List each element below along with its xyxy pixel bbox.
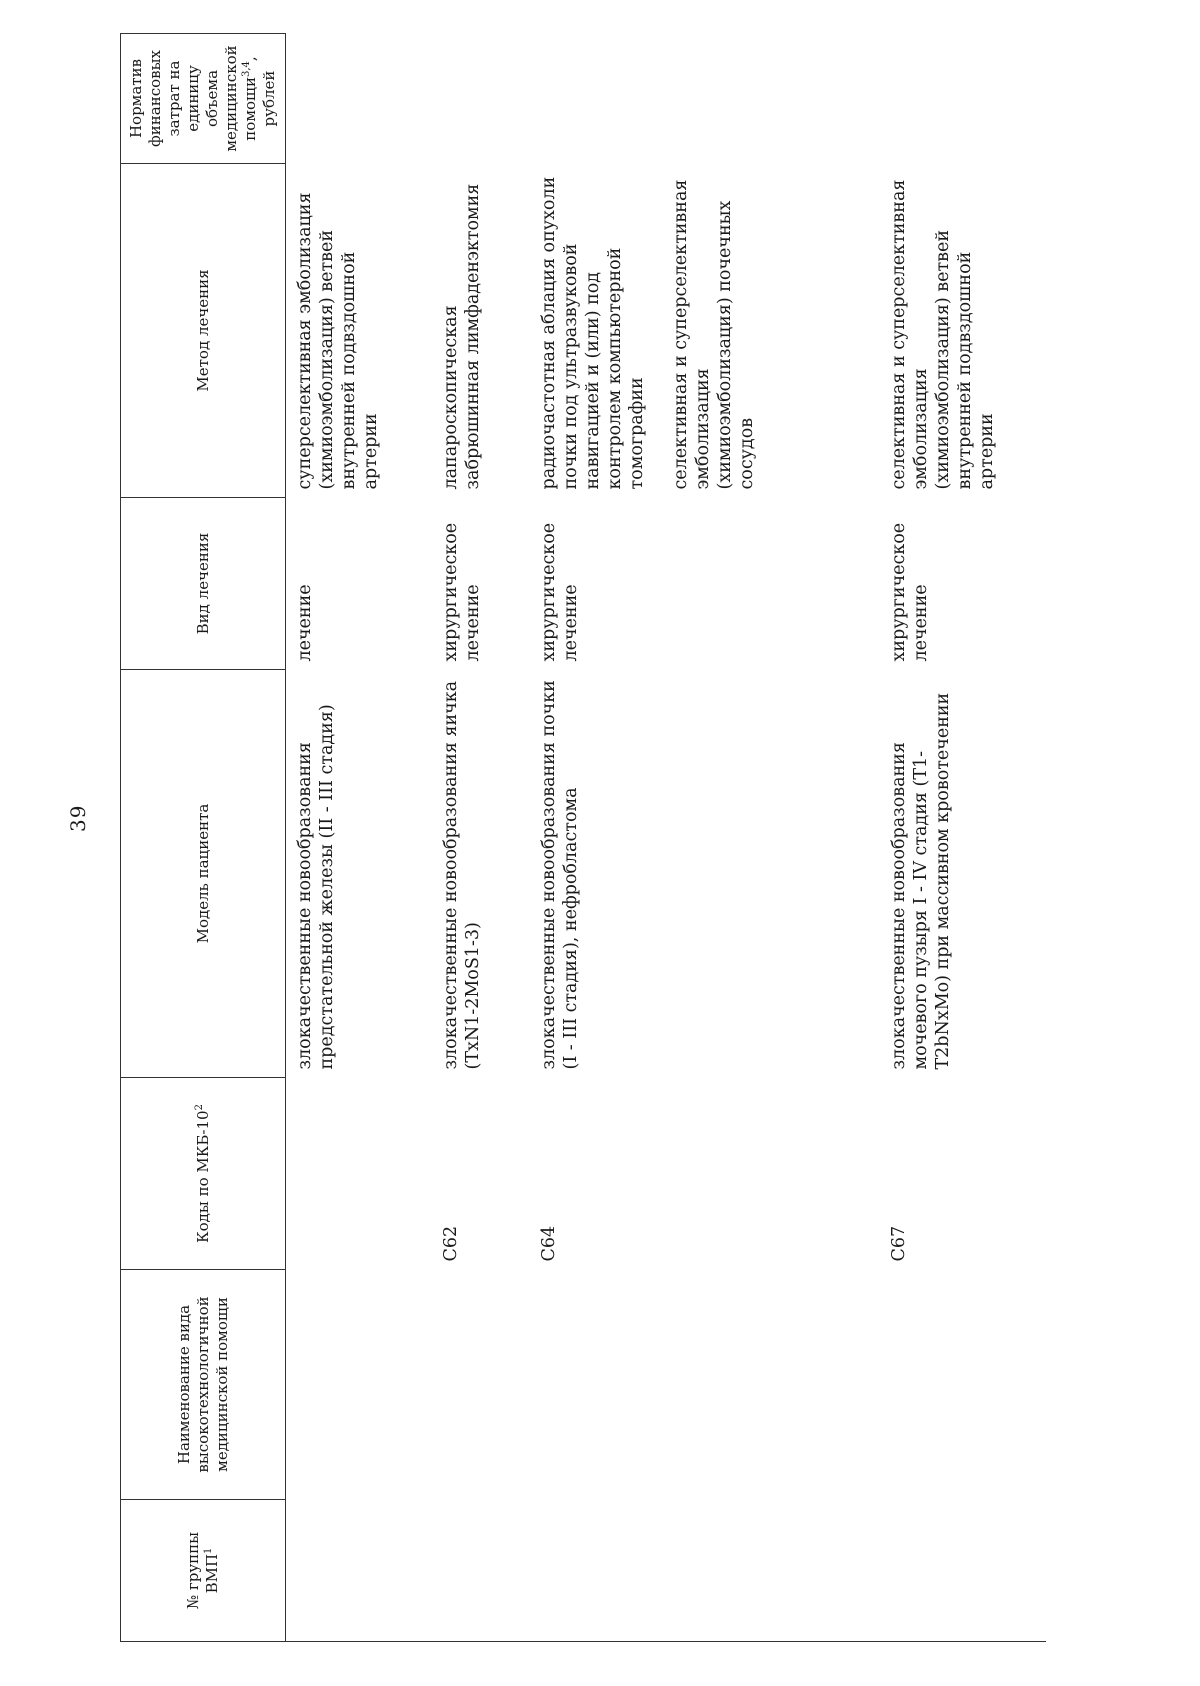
cell-cost: [286, 34, 438, 164]
cell-group-no: [886, 1500, 1046, 1642]
table-row: [286, 34, 438, 1642]
vmp-table: [120, 33, 1046, 1642]
cell-group-no: [438, 1500, 536, 1642]
header-group-no: № группы ВМП$^1$: [121, 1500, 286, 1642]
cell-name: [886, 1270, 1046, 1500]
cell-method: [536, 164, 886, 498]
table-header-row: [121, 34, 286, 1642]
cell-name: [438, 1270, 536, 1500]
cell-cost: [536, 34, 886, 164]
header-patient-model: Модель пациента: [121, 670, 286, 1078]
header-cost-standard: Норматив финансовых затрат на единицу объема медицинской помощи$^{3,4}$, рублей: [121, 34, 286, 164]
method-item: селективная и суперселективная эмболизация (химиоэмболизация) ветвей внутренней подвздошной артерии: [888, 179, 997, 490]
cell-group-no: [536, 1500, 886, 1642]
method-item: селективная и суперселективная эмболизация (химиоэмболизация) почечных сосудов: [670, 179, 757, 490]
cell-group-no: [286, 1500, 438, 1642]
cell-type: лечение: [295, 584, 315, 662]
cell-cost: [886, 34, 1046, 164]
table-row: [438, 34, 536, 1642]
header-hitech-name: Наименование вида высокотехнологичной медицинской помощи: [121, 1270, 286, 1500]
cell-code: [286, 1078, 438, 1270]
cell-code: C62: [440, 1225, 461, 1262]
cell-type: хирургическое лечение: [440, 522, 483, 662]
cell-model: злокачественные новообразования яичка (TxN1-2MoS1-3): [440, 680, 483, 1070]
cell-name: [286, 1270, 438, 1500]
cell-cost: [438, 34, 536, 164]
cell-code: C64: [538, 1225, 559, 1262]
cell-model: злокачественные новообразования мочевого пузыря I - IV стадия (T1-T2bNxMo) при массивном кровотечении: [888, 692, 953, 1070]
cell-model: злокачественные новообразования предстательной железы (II - III стадия): [295, 704, 337, 1070]
cell-model: злокачественные новообразования почки (I - III стадия), нефробластома: [538, 680, 581, 1070]
cell-method: [886, 164, 1046, 498]
page-number: 39: [66, 804, 90, 832]
table-row: [886, 34, 1046, 1642]
method-item: лапароскопическая забрюшинная лимфаденэктомия: [440, 183, 483, 490]
table-row: [536, 34, 886, 1642]
cell-type: хирургическое лечение: [888, 522, 931, 662]
cell-code: C67: [888, 1225, 909, 1262]
header-icd-codes: Коды по МКБ-$10^2$: [121, 1078, 286, 1270]
cell-type: хирургическое лечение: [538, 522, 581, 662]
rotated-table-container: [120, 34, 1046, 1642]
method-item: суперселективная эмболизация (химиоэмболизация) ветвей внутренней подвздошной артерии: [295, 192, 381, 490]
cell-method: [438, 164, 536, 498]
cell-name: [536, 1270, 886, 1500]
method-item: радиочастотная аблация опухоли почки под ультразвуковой навигацией и (или) под контролем компьютерной томографии: [538, 176, 647, 490]
header-treatment-type: Вид лечения: [121, 498, 286, 670]
cell-method: [286, 164, 438, 498]
header-treatment-method: Метод лечения: [121, 164, 286, 498]
